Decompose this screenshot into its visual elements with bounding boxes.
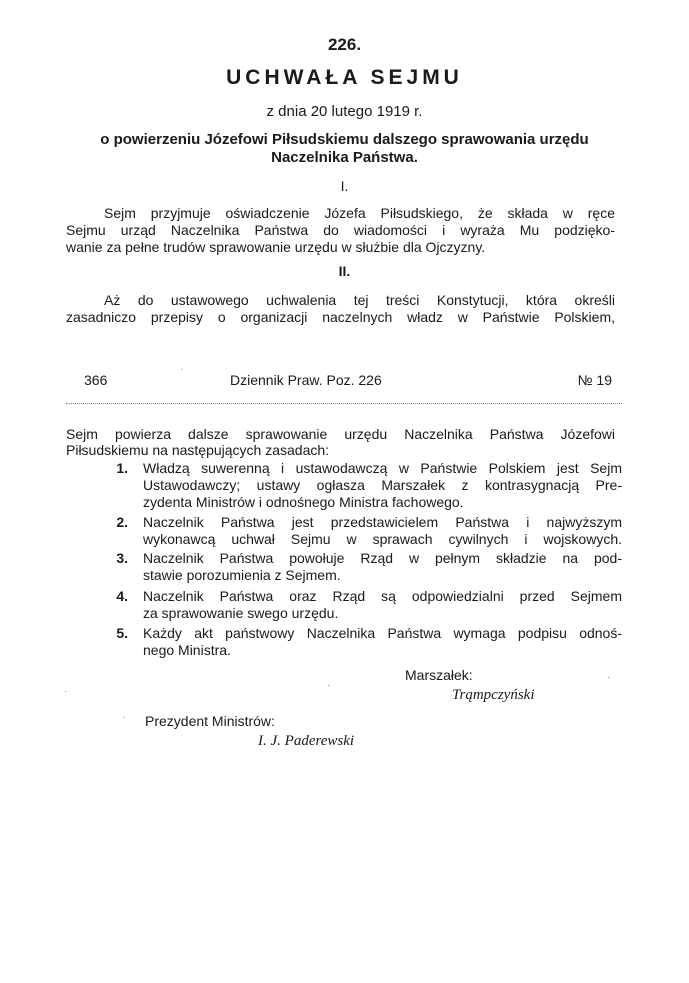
item-2-line-2: wykonawcą uchwał Sejmu w sprawach cywilnych i wojskowych. [143, 531, 622, 547]
section-1-label: I. [340, 178, 349, 194]
item-1-line-1: Władzą suwerenną i ustawodawczą w Państwie Polskiem jest Sejm [143, 460, 622, 476]
item-4-line-1: Naczelnik Państwa oraz Rząd są odpowiedzialni przed Sejmem [143, 588, 622, 604]
section-1-line-2: Sejmu urząd Naczelnika Państwa do wiadomości i wyraża Mu podzięko- [66, 222, 615, 238]
page-header [84, 372, 612, 392]
item-3-line-1: Naczelnik Państwa powołuje Rząd w pełnym składzie na pod- [143, 550, 622, 566]
item-1-number: 1. [116, 460, 128, 476]
scan-speck: · [327, 680, 331, 691]
marshal-signature: Trąmpczyński [452, 687, 535, 703]
header-divider [66, 403, 622, 404]
marshal-title: Marszałek: [405, 667, 473, 683]
premier-title: Prezydent Ministrów: [145, 713, 275, 729]
item-1-line-2: Ustawodawczy; ustawy ogłasza Marszałek z kontrasygnacją Pre- [143, 477, 622, 493]
intro-line-2: Piłsudskiemu na następujących zasadach: [66, 442, 330, 458]
scan-speck: · [607, 672, 611, 683]
subject-line-2: Naczelnika Państwa. [271, 149, 418, 166]
resolution-date: z dnia 20 lutego 1919 r. [266, 103, 423, 120]
header-issue: № 19 [577, 372, 612, 388]
item-2-number: 2. [116, 514, 128, 530]
section-1-line-1: Sejm przyjmuje oświadczenie Józefa Piłsudskiego, że składa w ręce [104, 205, 615, 221]
item-2-line-1: Naczelnik Państwa jest przedstawicielem Państwa i najwyższym [143, 514, 622, 530]
item-1-line-3: zydenta Ministrów i odnośnego Ministra fachowego. [143, 494, 464, 510]
header-journal: Dziennik Praw. Poz. 226 [230, 372, 382, 388]
header-page-number: 366 [84, 372, 108, 388]
item-4-line-2: za sprawowanie swego urzędu. [143, 605, 339, 621]
section-2-line-2: zasadniczo przepisy o organizacji naczelnych władz w Państwie Polskiem, [66, 309, 615, 325]
item-4-number: 4. [116, 588, 128, 604]
item-5-number: 5. [116, 625, 128, 641]
scan-speck: · [180, 364, 184, 375]
premier-signature: I. J. Paderewski [258, 733, 355, 749]
section-2-line-1: Aż do ustawowego uchwalenia tej treści Konstytucji, która określi [104, 292, 615, 308]
scan-speck: · [64, 686, 68, 697]
section-2-label: II. [338, 263, 351, 279]
item-3-number: 3. [116, 550, 128, 566]
item-5-line-2: nego Ministra. [143, 642, 231, 658]
scan-speck: · [122, 712, 126, 723]
item-5-line-1: Każdy akt państwowy Naczelnika Państwa wymaga podpisu odnoś- [143, 625, 622, 641]
section-1-line-3: wanie za pełne trudów sprawowanie urzędu w służbie dla Ojczyzny. [66, 239, 486, 255]
intro-line-1: Sejm powierza dalsze sprawowanie urzędu Naczelnika Państwa Józefowi [66, 426, 615, 442]
subject-line-1: o powierzeniu Józefowi Piłsudskiemu dalszego sprawowania urzędu [100, 131, 589, 148]
resolution-title: UCHWAŁA SEJMU [226, 66, 463, 89]
item-3-line-2: stawie porozumienia z Sejmem. [143, 567, 341, 583]
position-number: 226. [327, 35, 362, 54]
